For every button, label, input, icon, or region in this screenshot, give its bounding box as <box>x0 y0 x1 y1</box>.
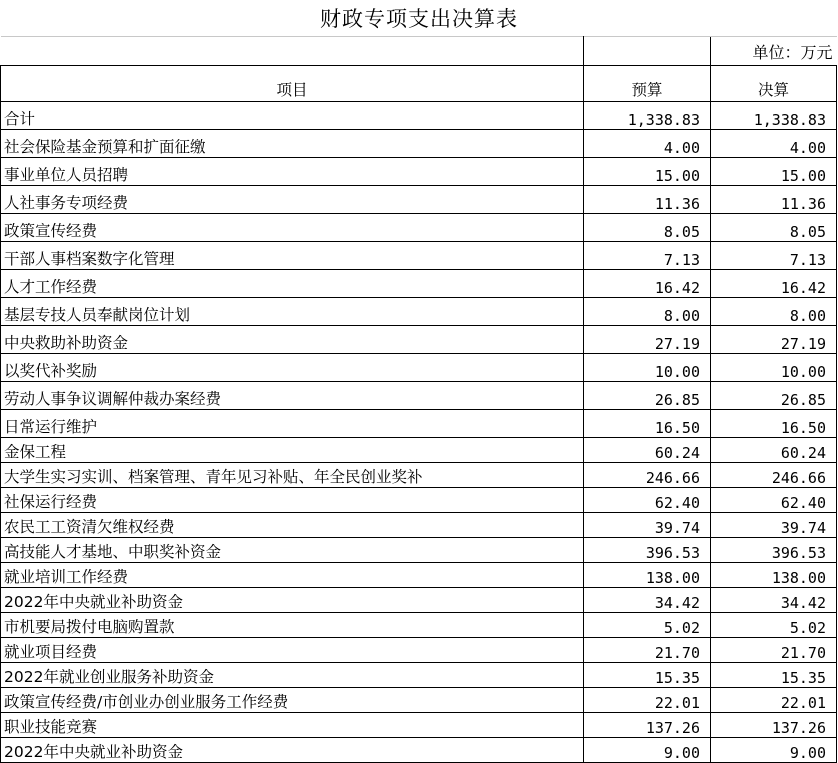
table-row <box>1 438 837 463</box>
row-budget: 137.26 <box>584 713 711 738</box>
row-budget: 16.50 <box>584 410 711 438</box>
row-budget: 10.00 <box>584 354 711 382</box>
row-budget: 22.01 <box>584 688 711 713</box>
table-row <box>1 638 837 663</box>
row-actual: 9.00 <box>711 738 837 763</box>
table-row <box>1 488 837 513</box>
row-actual: 137.26 <box>711 713 837 738</box>
row-actual: 5.02 <box>711 613 837 638</box>
table-row <box>1 130 837 158</box>
row-actual: 396.53 <box>711 538 837 563</box>
table-row <box>1 242 837 270</box>
row-budget: 15.00 <box>584 158 711 186</box>
row-name: 日常运行维护 <box>1 410 584 438</box>
row-name: 高技能人才基地、中职奖补资金 <box>1 538 584 563</box>
table-row <box>1 298 837 326</box>
table-row <box>1 186 837 214</box>
row-name: 2022年中央就业补助资金 <box>1 588 584 613</box>
row-budget: 1,338.83 <box>584 102 711 130</box>
table-row <box>1 382 837 410</box>
row-budget: 62.40 <box>584 488 711 513</box>
row-actual: 16.42 <box>711 270 837 298</box>
row-name: 合计 <box>1 102 584 130</box>
row-budget: 39.74 <box>584 513 711 538</box>
unit-row <box>1 37 837 66</box>
unit-row-spacer <box>1 37 584 66</box>
row-name: 干部人事档案数字化管理 <box>1 242 584 270</box>
expenditure-table <box>0 36 837 763</box>
table-row <box>1 270 837 298</box>
row-name: 政策宣传经费/市创业办创业服务工作经费 <box>1 688 584 713</box>
header-item: 项目 <box>1 66 584 102</box>
row-actual: 34.42 <box>711 588 837 613</box>
table-row <box>1 663 837 688</box>
table-row <box>1 102 837 130</box>
row-budget: 21.70 <box>584 638 711 663</box>
row-name: 社保运行经费 <box>1 488 584 513</box>
row-budget: 4.00 <box>584 130 711 158</box>
table-row <box>1 713 837 738</box>
row-actual: 4.00 <box>711 130 837 158</box>
row-name: 事业单位人员招聘 <box>1 158 584 186</box>
row-name: 政策宣传经费 <box>1 214 584 242</box>
unit-label: 单位：万元 <box>711 37 837 66</box>
row-name: 市机要局拨付电脑购置款 <box>1 613 584 638</box>
row-budget: 396.53 <box>584 538 711 563</box>
row-actual: 138.00 <box>711 563 837 588</box>
row-actual: 246.66 <box>711 463 837 488</box>
row-actual: 8.00 <box>711 298 837 326</box>
row-budget: 60.24 <box>584 438 711 463</box>
table-row <box>1 688 837 713</box>
row-actual: 7.13 <box>711 242 837 270</box>
table-row <box>1 563 837 588</box>
row-budget: 27.19 <box>584 326 711 354</box>
row-name: 以奖代补奖励 <box>1 354 584 382</box>
row-actual: 60.24 <box>711 438 837 463</box>
row-budget: 8.00 <box>584 298 711 326</box>
row-budget: 34.42 <box>584 588 711 613</box>
row-budget: 11.36 <box>584 186 711 214</box>
row-name: 农民工工资清欠维权经费 <box>1 513 584 538</box>
row-budget: 15.35 <box>584 663 711 688</box>
row-budget: 5.02 <box>584 613 711 638</box>
table-row <box>1 326 837 354</box>
row-budget: 9.00 <box>584 738 711 763</box>
table-row <box>1 410 837 438</box>
row-actual: 22.01 <box>711 688 837 713</box>
row-name: 金保工程 <box>1 438 584 463</box>
row-name: 就业项目经费 <box>1 638 584 663</box>
row-actual: 39.74 <box>711 513 837 538</box>
row-budget: 26.85 <box>584 382 711 410</box>
row-actual: 15.00 <box>711 158 837 186</box>
table-row <box>1 738 837 763</box>
row-name: 基层专技人员奉献岗位计划 <box>1 298 584 326</box>
row-name: 2022年中央就业补助资金 <box>1 738 584 763</box>
header-row <box>1 66 837 102</box>
table-row <box>1 588 837 613</box>
row-actual: 15.35 <box>711 663 837 688</box>
row-name: 大学生实习实训、档案管理、青年见习补贴、年全民创业奖补 <box>1 463 584 488</box>
row-name: 就业培训工作经费 <box>1 563 584 588</box>
row-actual: 26.85 <box>711 382 837 410</box>
row-actual: 27.19 <box>711 326 837 354</box>
row-actual: 1,338.83 <box>711 102 837 130</box>
table-row <box>1 158 837 186</box>
row-actual: 11.36 <box>711 186 837 214</box>
row-budget: 8.05 <box>584 214 711 242</box>
row-name: 人才工作经费 <box>1 270 584 298</box>
row-budget: 7.13 <box>584 242 711 270</box>
header-budget: 预算 <box>584 66 711 102</box>
row-actual: 21.70 <box>711 638 837 663</box>
row-name: 职业技能竞赛 <box>1 713 584 738</box>
table-row <box>1 463 837 488</box>
row-budget: 246.66 <box>584 463 711 488</box>
row-name: 劳动人事争议调解仲裁办案经费 <box>1 382 584 410</box>
unit-row-spacer-2 <box>584 37 711 66</box>
table-row <box>1 538 837 563</box>
row-actual: 62.40 <box>711 488 837 513</box>
row-actual: 10.00 <box>711 354 837 382</box>
table-title: 财政专项支出决算表 <box>320 7 518 31</box>
row-actual: 16.50 <box>711 410 837 438</box>
row-name: 人社事务专项经费 <box>1 186 584 214</box>
row-actual: 8.05 <box>711 214 837 242</box>
row-name: 社会保险基金预算和扩面征缴 <box>1 130 584 158</box>
table-row <box>1 354 837 382</box>
table-row <box>1 513 837 538</box>
row-name: 2022年就业创业服务补助资金 <box>1 663 584 688</box>
table-row <box>1 214 837 242</box>
table-row <box>1 613 837 638</box>
header-actual: 决算 <box>711 66 837 102</box>
row-budget: 138.00 <box>584 563 711 588</box>
row-budget: 16.42 <box>584 270 711 298</box>
row-name: 中央救助补助资金 <box>1 326 584 354</box>
